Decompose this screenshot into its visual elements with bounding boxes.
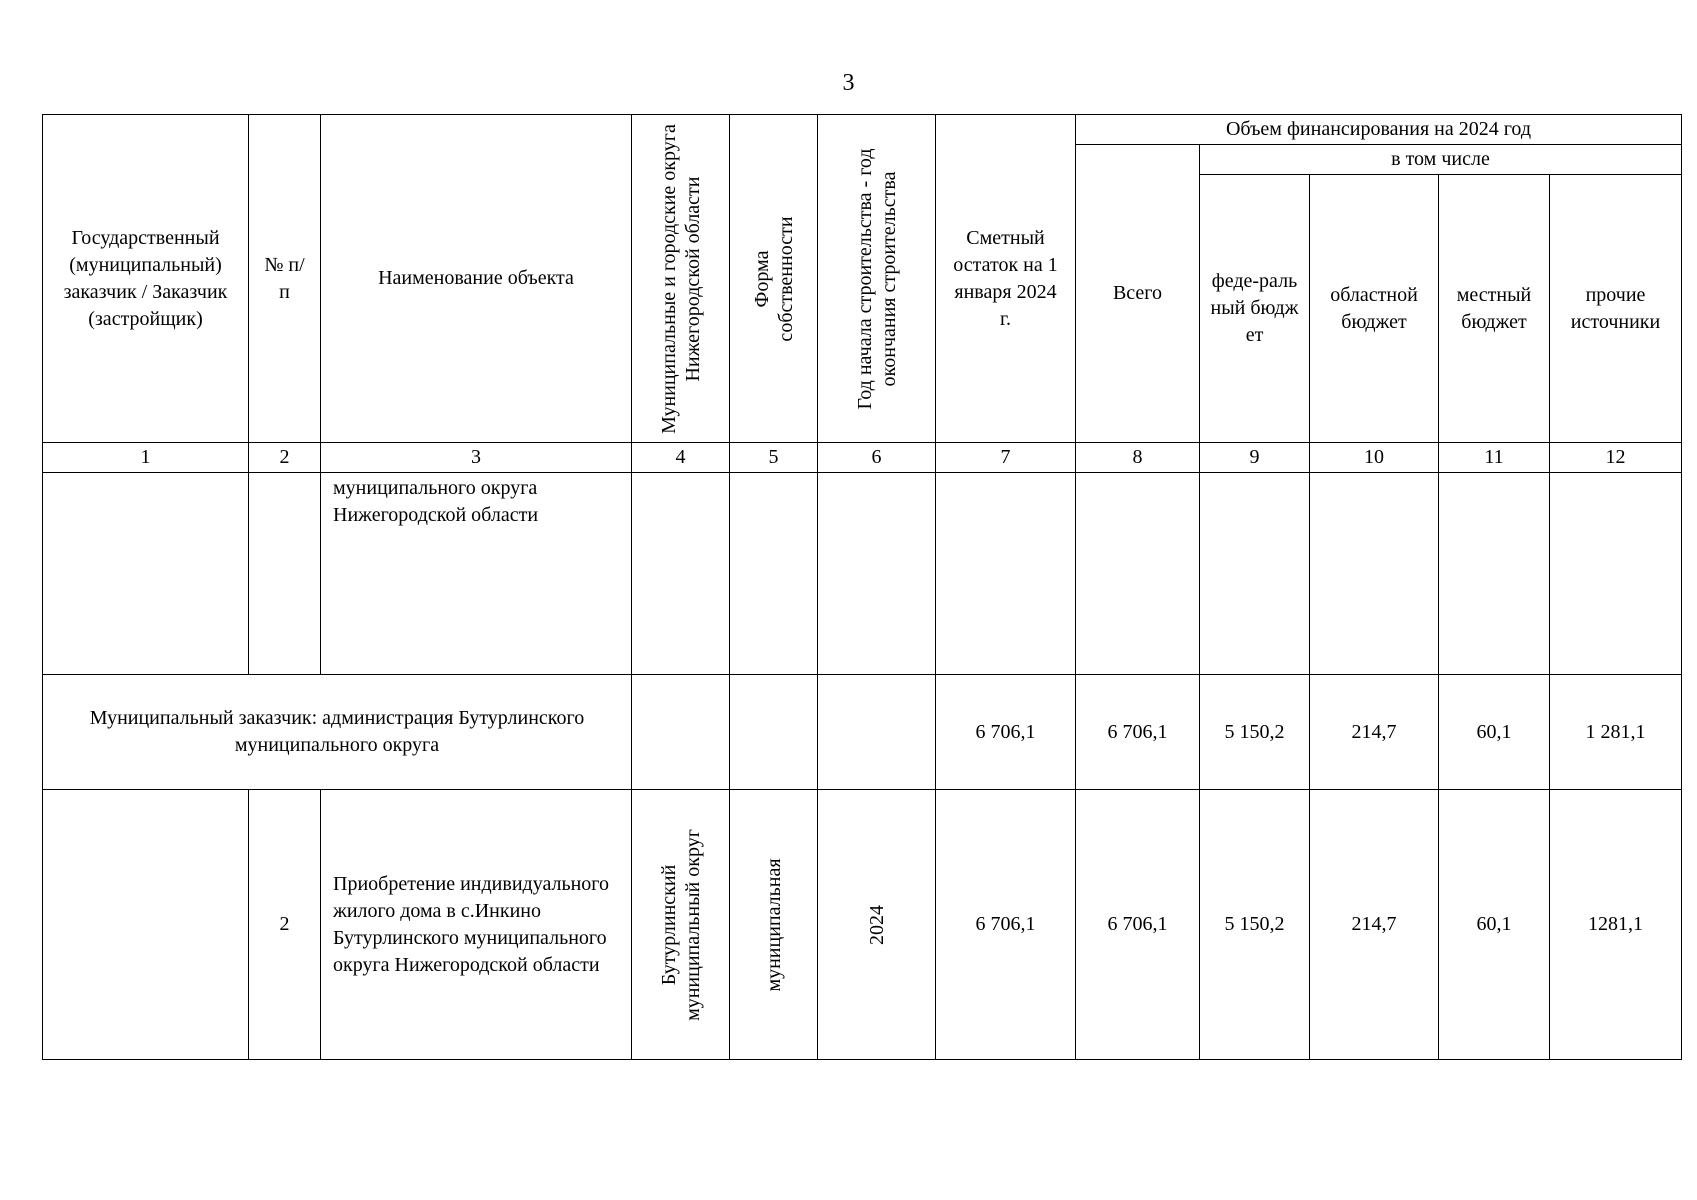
header-federal-budget: феде-ральный бюджет: [1200, 175, 1310, 443]
column-number: 3: [321, 443, 632, 473]
continuation-object-name: муниципального округа Нижегородской области: [321, 473, 632, 675]
header-local-budget: местный бюджет: [1439, 175, 1550, 443]
header-construction-years: Год начала строительства - год окончания строительства: [818, 115, 936, 443]
header-regional-budget: областной бюджет: [1310, 175, 1439, 443]
item-object-name: Приобретение индивидуального жилого дома в с.Инкино Бутурлинского муниципального округа Нижегородской области: [321, 790, 632, 1060]
customer-other: 1 281,1: [1550, 675, 1682, 790]
item-local: 60,1: [1439, 790, 1550, 1060]
item-total: 6 706,1: [1076, 790, 1200, 1060]
continuation-row: [43, 473, 1682, 675]
column-number: 8: [1076, 443, 1200, 473]
column-number: 9: [1200, 443, 1310, 473]
header-number: № п/п: [249, 115, 321, 443]
item-other: 1281,1: [1550, 790, 1682, 1060]
page-number: 3: [842, 70, 855, 96]
header-estimated-balance: Сметный остаток на 1 января 2024 г.: [936, 115, 1076, 443]
column-number: 6: [818, 443, 936, 473]
column-number-row: [43, 443, 1682, 473]
header-other-sources: прочие источники: [1550, 175, 1682, 443]
header-customer: Государственный (муниципальный) заказчик / Заказчик (застройщик): [43, 115, 249, 443]
header-including: в том числе: [1200, 145, 1682, 175]
column-number: 1: [43, 443, 249, 473]
item-years: 2024: [818, 790, 936, 1060]
financing-table: [42, 114, 1682, 1060]
column-number: 5: [730, 443, 818, 473]
item-number: 2: [249, 790, 321, 1060]
item-row: [43, 790, 1682, 1060]
column-number: 7: [936, 443, 1076, 473]
item-district: Бутурлинский муниципальный округ: [632, 790, 730, 1060]
header-ownership-form: Форма собственности: [730, 115, 818, 443]
customer-local: 60,1: [1439, 675, 1550, 790]
column-number: 12: [1550, 443, 1682, 473]
customer-federal: 5 150,2: [1200, 675, 1310, 790]
customer-row: [43, 675, 1682, 790]
item-federal: 5 150,2: [1200, 790, 1310, 1060]
column-number: 11: [1439, 443, 1550, 473]
item-estimated-balance: 6 706,1: [936, 790, 1076, 1060]
header-total: Всего: [1076, 145, 1200, 443]
column-number: 2: [249, 443, 321, 473]
customer-regional: 214,7: [1310, 675, 1439, 790]
header-municipal-districts: Муниципальные и городские округа Нижегородской области: [632, 115, 730, 443]
column-number: 4: [632, 443, 730, 473]
column-number: 10: [1310, 443, 1439, 473]
item-ownership: муниципальная: [730, 790, 818, 1060]
header-object-name: Наименование объекта: [321, 115, 632, 443]
item-regional: 214,7: [1310, 790, 1439, 1060]
customer-total: 6 706,1: [1076, 675, 1200, 790]
customer-label: Муниципальный заказчик: администрация Бутурлинского муниципального округа: [43, 675, 632, 790]
header-funding-volume: Объем финансирования на 2024 год: [1076, 115, 1682, 145]
customer-estimated-balance: 6 706,1: [936, 675, 1076, 790]
